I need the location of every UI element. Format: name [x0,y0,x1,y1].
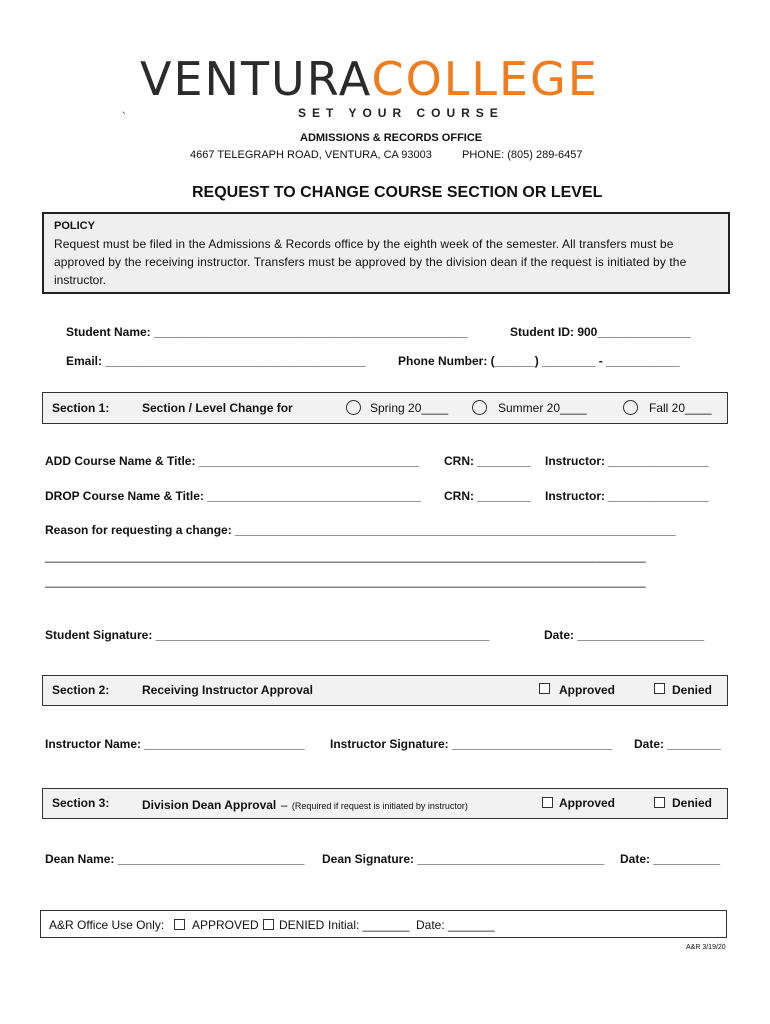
policy-heading: POLICY [54,220,95,232]
stray-mark: ` [122,111,126,123]
office-approved-checkbox[interactable] [174,919,185,930]
form-revision-code: A&R 3/19/20 [686,944,726,951]
section-3-note: (Required if request is initiated by instructor) [291,801,468,811]
instructor-date-field[interactable]: Date: ________ [634,737,721,751]
student-id-field[interactable]: Student ID: 900______________ [510,325,691,339]
instructor-approved-checkbox[interactable] [539,683,550,694]
office-date-field[interactable]: Date: _______ [416,918,495,932]
student-signature-field[interactable]: Student Signature: __________________________________________________ [45,628,490,642]
office-approved-label: APPROVED [192,918,259,932]
instructor-denied-label: Denied [672,683,713,697]
logo-tagline: SET YOUR COURSE [298,106,504,120]
reason-line-2[interactable]: __________________________________________________________________________________________ [45,574,646,588]
add-crn-field[interactable]: CRN: ________ [444,454,531,468]
instructor-denied-checkbox[interactable] [654,683,665,694]
add-instructor-field[interactable]: Instructor: _______________ [545,454,709,468]
section-2-label: Section 2: [52,683,110,697]
dean-approved-checkbox[interactable] [542,797,553,808]
policy-box [42,212,730,294]
student-name-field[interactable]: Student Name: _______________________________________________ [66,325,468,339]
section-2-box [42,675,728,706]
dean-denied-label: Denied [672,796,713,810]
reason-field[interactable]: Reason for requesting a change: __________________________________________________________________ [45,523,676,537]
drop-course-field[interactable]: DROP Course Name & Title: ________________________________ [45,489,421,503]
dean-approved-label: Approved [559,796,616,810]
policy-line-3: instructor. [54,273,107,287]
section-2-title: Receiving Instructor Approval [142,683,313,697]
drop-instructor-field[interactable]: Instructor: _______________ [545,489,709,503]
policy-line-1: Request must be filed in the Admissions & Records office by the eighth week of the semester. All transfers must be [54,237,674,251]
phone-field[interactable]: Phone Number: (______) ________ - ___________ [398,354,680,368]
page-title: REQUEST TO CHANGE COURSE SECTION OR LEVEL [192,184,603,201]
section-3-dash: – [280,798,288,812]
dean-signature-field[interactable]: Dean Signature: ____________________________ [322,852,605,866]
instructor-name-field[interactable]: Instructor Name: ________________________ [45,737,305,751]
logo-college: COLLEGE [371,52,599,106]
instructor-signature-field[interactable]: Instructor Signature: ________________________ [330,737,613,751]
add-course-field[interactable]: ADD Course Name & Title: _________________________________ [45,454,420,468]
section-3-title-group [142,796,468,814]
dean-date-field[interactable]: Date: __________ [620,852,721,866]
office-use-box [40,910,727,938]
office-denied-checkbox[interactable] [263,919,274,930]
fall-option-label: Fall 20____ [649,401,712,415]
email-field[interactable]: Email: _______________________________________ [66,354,366,368]
office-denied-label: DENIED [279,918,325,932]
section-3-title: Division Dean Approval [142,798,277,812]
office-phone: PHONE: (805) 289-6457 [462,149,583,161]
policy-line-2: approved by the receiving instructor. Transfers must be approved by the division dean if the request is initiated by the [54,255,687,269]
office-initial-field[interactable]: Initial: _______ [328,918,410,932]
section-1-title: Section / Level Change for [142,401,293,415]
section-1-box [42,392,728,424]
section-1-label: Section 1: [52,401,110,415]
summer-option-label: Summer 20____ [498,401,587,415]
summer-radio[interactable] [472,400,487,415]
spring-option-label: Spring 20____ [370,401,449,415]
office-address: 4667 TELEGRAPH ROAD, VENTURA, CA 93003 [190,149,432,161]
instructor-approved-label: Approved [559,683,616,697]
reason-line-1[interactable]: __________________________________________________________________________________________ [45,549,646,563]
fall-radio[interactable] [623,400,638,415]
logo-ventura: VENTURA [140,52,372,106]
college-logo [140,52,599,106]
office-name: ADMISSIONS & RECORDS OFFICE [300,132,483,144]
section-3-label: Section 3: [52,796,110,810]
dean-denied-checkbox[interactable] [654,797,665,808]
student-date-field[interactable]: Date: ___________________ [544,628,705,642]
drop-crn-field[interactable]: CRN: ________ [444,489,531,503]
spring-radio[interactable] [346,400,361,415]
dean-name-field[interactable]: Dean Name: ____________________________ [45,852,305,866]
section-3-box [42,788,728,819]
office-use-label: A&R Office Use Only: [49,918,165,932]
